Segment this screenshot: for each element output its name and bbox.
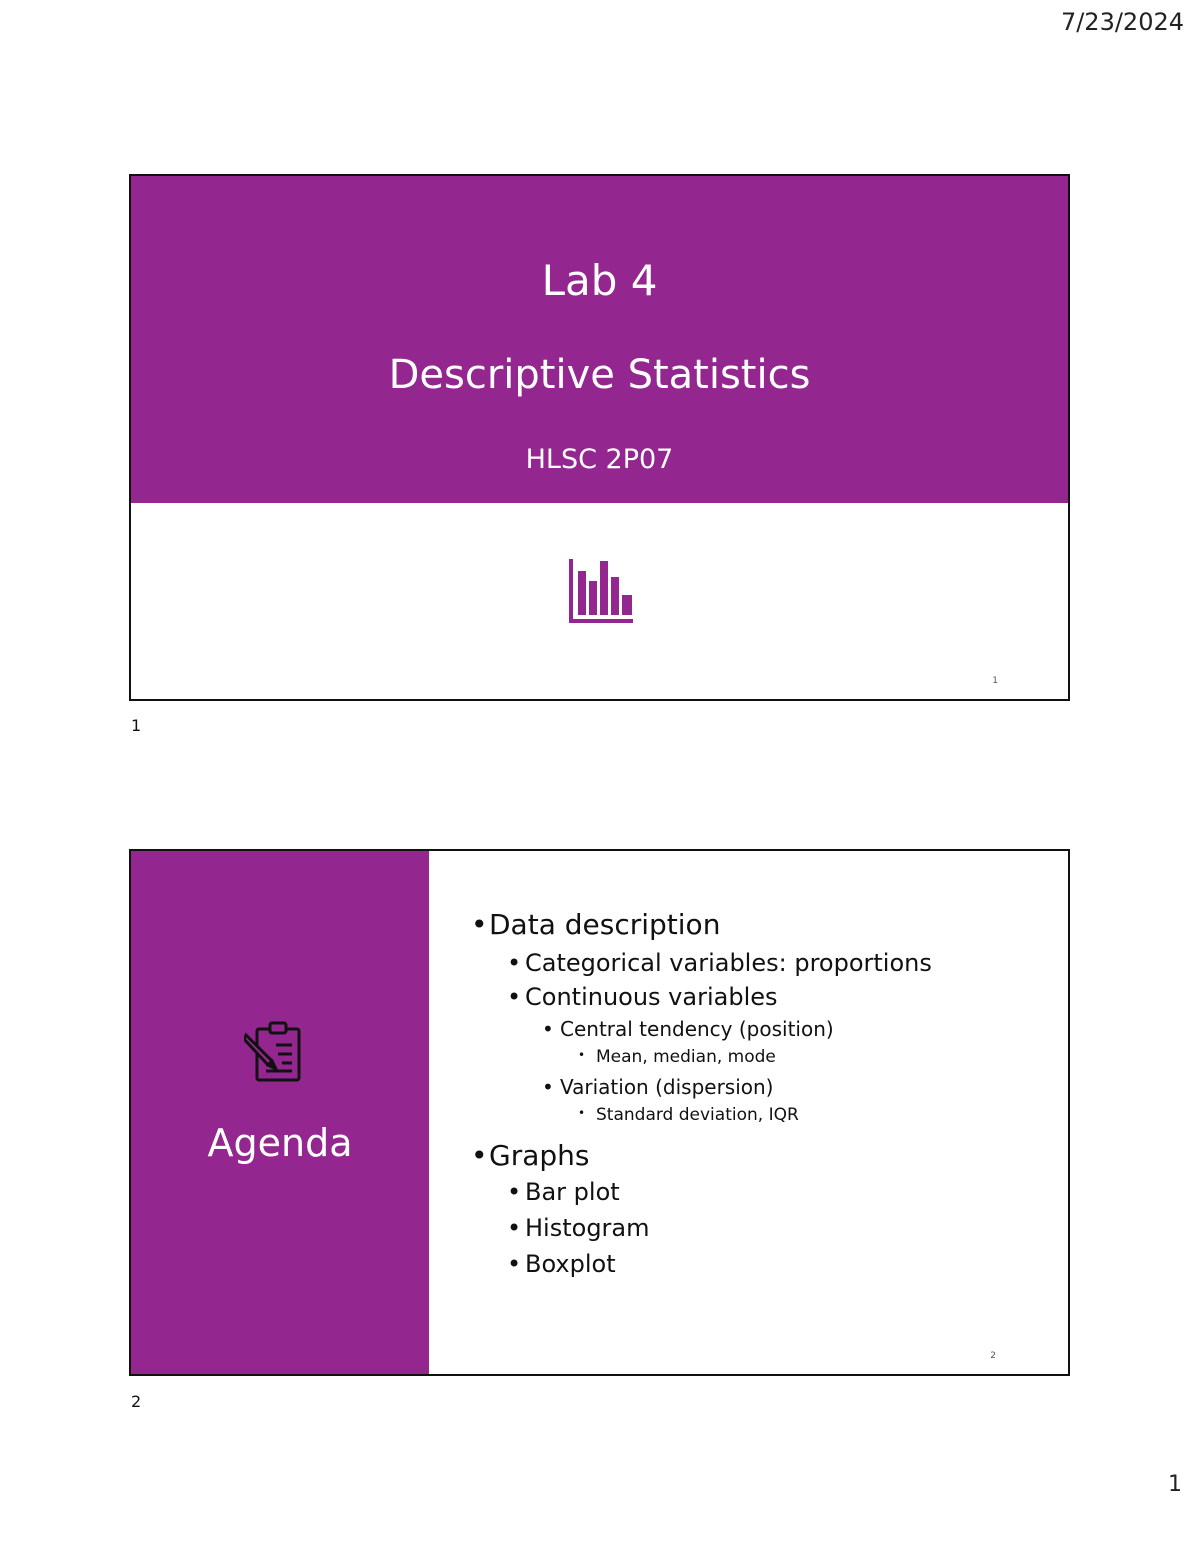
list-item: • Standard deviation, IQR — [596, 1105, 932, 1125]
bar-chart-icon — [567, 557, 635, 629]
list-item: • Histogram — [525, 1214, 932, 1242]
list-item: • Bar plot — [525, 1178, 932, 1206]
slide-1-thumbnail — [129, 174, 1070, 701]
slide-title: Lab 4 — [541, 256, 658, 305]
slide-2-thumbnail — [129, 849, 1070, 1376]
list-item: • Variation (dispersion) — [560, 1075, 932, 1099]
agenda-list — [471, 908, 932, 1278]
slide-number: 1 — [992, 676, 998, 686]
course-code: HLSC 2P07 — [525, 444, 674, 475]
list-item: • Continuous variables — [525, 983, 932, 1011]
list-item: • Categorical variables: proportions — [525, 949, 932, 977]
slide-label: 2 — [131, 1392, 142, 1411]
slide-number: 2 — [990, 1351, 996, 1361]
agenda-heading: Agenda — [207, 1121, 353, 1165]
list-item: • Boxplot — [525, 1250, 932, 1278]
agenda-sidebar — [131, 851, 429, 1374]
list-item: • Mean, median, mode — [596, 1047, 932, 1067]
slide-label: 1 — [131, 716, 142, 735]
title-band — [131, 176, 1068, 503]
list-item: • Data description — [489, 908, 932, 941]
page-number: 1 — [1168, 1472, 1182, 1497]
slide-subtitle: Descriptive Statistics — [388, 352, 811, 398]
list-item: • Graphs — [489, 1139, 932, 1172]
clipboard-pencil-icon — [244, 1021, 304, 1087]
print-date: 7/23/2024 — [1060, 8, 1184, 36]
list-item: • Central tendency (position) — [560, 1017, 932, 1041]
